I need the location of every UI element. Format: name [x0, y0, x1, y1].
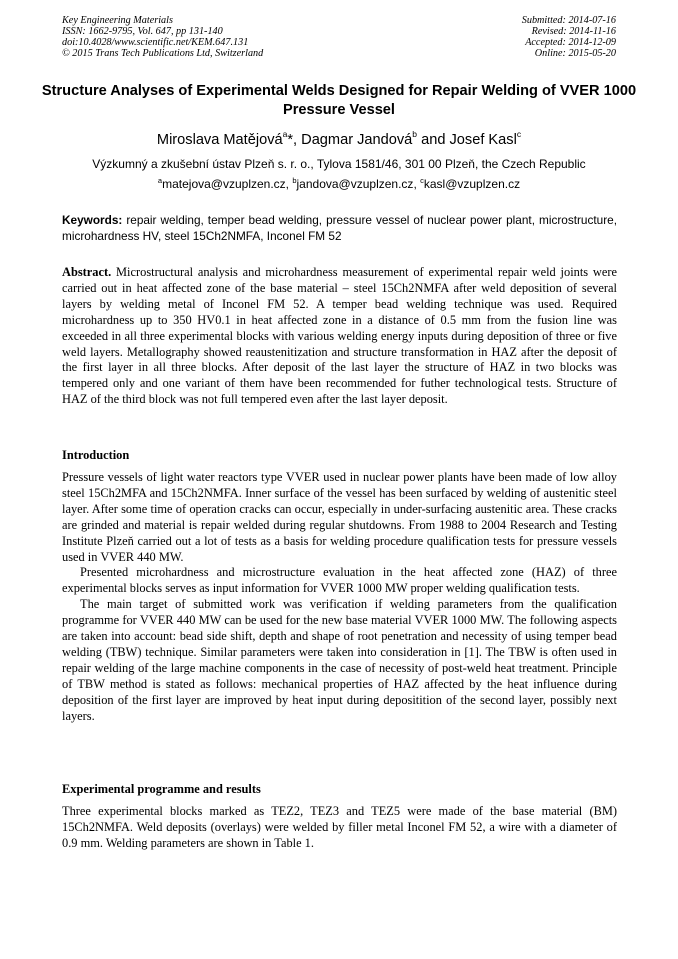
journal-info: [62, 16, 263, 60]
paragraph: Presented microhardness and microstructure evaluation in the heat affected zone (HAZ) of three experimental blocks serves as input information for VVER 1000 MW proper welding qualification tests.: [62, 565, 617, 596]
author-3-affil: c: [516, 129, 522, 139]
email-marker: a: [157, 176, 163, 185]
paper-title: Structure Analyses of Experimental Welds Designed for Repair Welding of VVER 1000 Pressure Vessel: [41, 83, 637, 118]
author-1: Miroslava Matějová: [156, 132, 283, 148]
journal-doi: doi:10.4028/www.scientific.net/KEM.647.131: [62, 36, 249, 48]
introduction-body: [62, 470, 617, 725]
email-link-3[interactable]: kasl@vzuplzen.cz: [423, 177, 521, 191]
section-heading-experimental: Experimental programme and results: [62, 782, 261, 796]
email-marker: c: [420, 176, 424, 185]
journal-issn: ISSN: 1662-9795, Vol. 647, pp 131-140: [62, 25, 223, 37]
email-marker: b: [292, 176, 297, 185]
author-list: [40, 131, 638, 149]
author-separator: ,: [293, 132, 302, 148]
keywords: [62, 213, 617, 244]
abstract-label: Abstract.: [62, 265, 112, 279]
keywords-label: Keywords:: [62, 213, 123, 227]
paragraph: The main target of submitted work was verification if welding parameters from the qualification programme for VVER 440 MW can be used for the new base material VVER 1000 MW. The following aspects are taken into account: bead side shift, depth and shape of root penetration and necessity of using temper bead welding (TBW) technique. Similar parameters were taken into consideration in [1]. The TBW is often used in repair welding of the large machine components in the case of necessity of post-weld heat treatment. Principle of TBW method is stated as follows: mechanical properties of HAZ affected by the heat influence during deposition of the first layer are improved by heat input during depositition of the second layer, possibly next layers.: [62, 597, 617, 723]
author-separator: and: [417, 132, 450, 148]
journal-copyright: © 2015 Trans Tech Publications Ltd, Switzerland: [62, 47, 264, 59]
experimental-body: [62, 804, 617, 852]
publication-dates: [522, 16, 616, 60]
email-link-1[interactable]: matejova@vzuplzen.cz: [162, 177, 286, 191]
author-2: Dagmar Jandová: [301, 132, 413, 148]
abstract-text: Microstructural analysis and microhardness measurement of experimental repair weld joints were carried out in heat affected zone of the base material – steel 15Ch2NMFA after weld deposition of several layers by welding metal of Inconel FM 52. A temper bead welding technique was used. Required microhardness up to 350 HV0.1 in heat affected zone in a distance of 0.5 mm from the fusion line was exceeded in all three experimental blocks with various welding energy inputs during deposition of three or five weld layers. Metallography showed reaustenitization and structure transformation in HAZ after the deposit of the first layer in all three blocks. After deposit of the last layer the structure of HAZ in two blocks was tempered only and one variant of them have been recommended for futher technological tests. Structure of HAZ of the third block was not full tempered even after the last layer deposit.: [62, 265, 617, 407]
author-2-affil: b: [412, 129, 418, 139]
paragraph: Three experimental blocks marked as TEZ2, TEZ3 and TEZ5 were made of the base material (BM) 15Ch2NMFA. Weld deposits (overlays) were welded by filler metal Inconel FM 52, a wire with a diameter of 0.9 mm. Welding parameters are shown in Table 1.: [62, 804, 617, 850]
author-1-affil: a: [282, 129, 288, 139]
journal-name: Key Engineering Materials: [62, 15, 173, 26]
keywords-text: repair welding, temper bead welding, pressure vessel of nuclear power plant, microstructure, microhardness HV, steel 15Ch2NMFA, Inconel FM 52: [62, 213, 617, 243]
email-link-2[interactable]: jandova@vzuplzen.cz: [296, 177, 414, 191]
section-heading-introduction: Introduction: [62, 448, 130, 462]
date-online: Online: 2015-05-20: [534, 47, 616, 59]
date-submitted: Submitted: 2014-07-16: [521, 15, 616, 26]
abstract: [62, 265, 617, 408]
affiliation: Výzkumný a zkušební ústav Plzeň s. r. o., Tylova 1581/46, 301 00 Plzeň, the Czech Republic: [92, 157, 586, 171]
corresponding-mark: *: [287, 132, 294, 148]
author-emails: $^a$matejova@vzuplzen.cz, $^b$jandova@vzuplzen.cz, $^c$kasl@vzuplzen.cz: [157, 176, 521, 191]
date-accepted: Accepted: 2014-12-09: [525, 36, 616, 48]
author-3: Josef Kasl: [449, 132, 517, 148]
date-revised: Revised: 2014-11-16: [531, 25, 616, 37]
paragraph: Pressure vessels of light water reactors type VVER used in nuclear power plants have been made of low alloy steel 15Ch2MFA and 15Ch2NMFA. Inner surface of the vessel has been surfaced by welding of austenitic steel layer. After some time of operation cracks can occur, especially in under-surfacing austenitic area. These cracks are grinded and material is repair welded during regular shutdowns. From 1988 to 2004 Research and Testing Institute Plzeň carried out a lot of tests as a basis for welding procedure qualification tests for pressure vessels used in VVER 440 MW.: [62, 470, 617, 564]
